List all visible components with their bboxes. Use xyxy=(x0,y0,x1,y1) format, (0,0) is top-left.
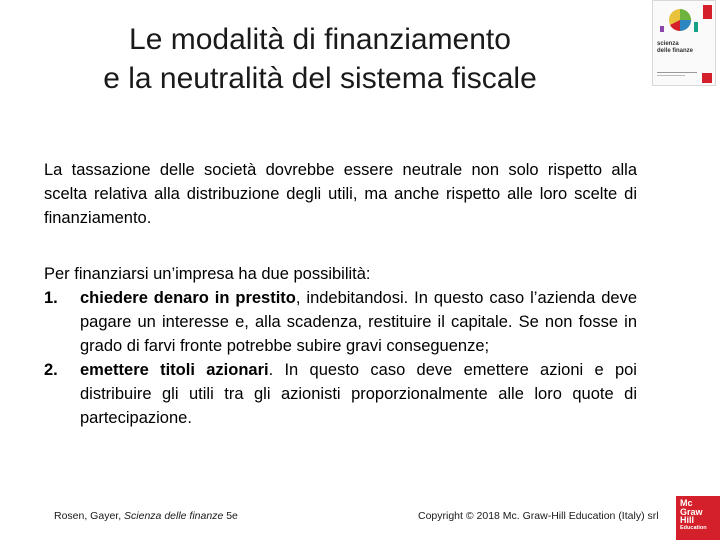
logo-line-3: Hill xyxy=(680,515,695,525)
list-item-number: 2. xyxy=(44,361,58,379)
footer-citation-prefix: Rosen, Gayer, xyxy=(54,510,125,522)
list-item-number: 1. xyxy=(44,289,58,307)
footer-copyright: Copyright © 2018 Mc. Graw-Hill Education (Italy) srl xyxy=(418,510,659,522)
slide-title xyxy=(30,20,610,98)
list-item-bold: chiedere denaro in prestito xyxy=(80,289,296,307)
options-list xyxy=(44,286,637,430)
title-line-1: Le modalità di finanziamento xyxy=(129,23,511,56)
cover-text-line-1: scienza xyxy=(657,41,679,47)
mcgraw-hill-logo xyxy=(676,496,720,540)
cover-tag xyxy=(703,5,712,19)
logo-line-1: Mc xyxy=(680,498,693,508)
paragraph-1: La tassazione delle società dovrebbe essere neutrale non solo rispetto alla scelta relativa alla distribuzione degli utili, ma anche rispetto alle loro scelte di finanziamento. xyxy=(44,161,637,227)
cover-divider xyxy=(657,72,697,73)
list-item-text: , indebitandosi. In questo caso l’azienda deve pagare un interesse e, alla scadenza, restituire il capitale. Se non fosse in grado di farvi fronte potrebbe subire gravi conseguenze; xyxy=(80,289,637,355)
paragraph-2 xyxy=(44,262,637,430)
logo-line-2: Graw xyxy=(680,506,703,517)
cover-text-line-2: delle finanze xyxy=(657,48,694,54)
list-item-bold: emettere titoli azionari xyxy=(80,361,269,379)
book-cover-thumbnail xyxy=(652,0,716,86)
cover-text xyxy=(657,41,693,55)
cover-divider xyxy=(657,75,685,76)
footer-citation-suffix: 5e xyxy=(223,510,238,522)
list-item xyxy=(44,286,637,358)
paragraph-2-intro: Per finanziarsi un’impresa ha due possibilità: xyxy=(44,265,371,283)
list-item-text: . In questo caso deve emettere azioni e poi distribuire gli utili tra gli azionisti proporzionalmente alle loro quote di partecipazione. xyxy=(80,361,637,427)
logo-line-4: Education xyxy=(680,524,707,531)
footer-citation xyxy=(54,510,238,522)
list-item xyxy=(44,358,637,430)
footer-citation-italic: Scienza delle finanze xyxy=(124,510,224,522)
cover-publisher-logo xyxy=(702,73,712,83)
cover-chart-graphic xyxy=(658,4,702,34)
title-line-2: e la neutralità del sistema fiscale xyxy=(103,62,537,95)
